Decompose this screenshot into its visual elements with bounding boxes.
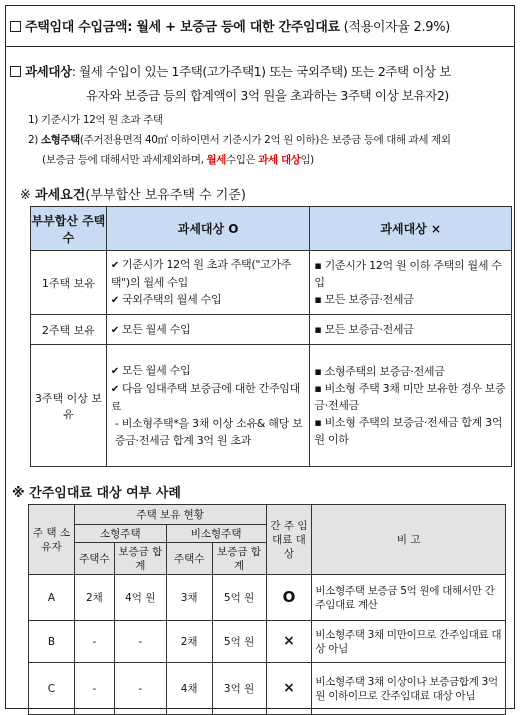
- not-taxed-item: ▪ 비소형 주택의 보증금·전세금 합계 3억 원 이하: [314, 414, 507, 448]
- examples-title: ※ 간주임대료 대상 여부 사례: [12, 486, 181, 501]
- title-rate: (적용이자율 2.9%): [339, 20, 451, 35]
- checkbox-square-icon: [10, 66, 21, 77]
- requirements-title-rest: (부부합산 보유주택 수 기준): [85, 188, 246, 203]
- small-count-cell: 2채: [74, 575, 114, 621]
- nonsmall-deposit-cell: 5억 원: [212, 621, 266, 663]
- footnote-1: 1) 기준시가 12억 원 초과 주택: [28, 114, 163, 126]
- checkbox-square-icon: [10, 21, 21, 32]
- table-row: [29, 663, 506, 715]
- taxed-item: ✔ 기준시가 12억 원 초과 주택("고가주택")의 월세 수입: [111, 256, 306, 291]
- nonsmall-deposit-cell: 3억 원: [212, 663, 266, 715]
- footnote-note-prefix: (보증금 등에 대해서만 과세제외하며,: [42, 154, 207, 166]
- table-row: [31, 251, 512, 315]
- table-row: [29, 575, 506, 621]
- nonsmall-count-cell: 3채: [166, 575, 212, 621]
- row-label: 2주택 보유: [31, 315, 107, 345]
- header-small-house: 소형주택: [74, 525, 166, 543]
- target-mark: ×: [283, 680, 295, 696]
- nonsmall-count-cell: 2채: [166, 621, 212, 663]
- requirements-table: [30, 206, 512, 467]
- header-status: 주택 보유 현황: [74, 505, 266, 525]
- examples-table: [28, 504, 506, 715]
- footnote-2-rest: (주거전용면적 40㎡ 이하이면서 기준시가 2억 원 이하)은 보증금 등에 대해 과세 제외: [79, 134, 451, 146]
- header-nonsmall-house: 비소형주택: [166, 525, 266, 543]
- requirements-title-bold: 과세요건: [35, 188, 86, 203]
- small-count-cell: -: [74, 663, 114, 715]
- taxed-item: ✔ 모든 월세 수입: [111, 321, 306, 339]
- footnotes: [28, 110, 451, 170]
- footnote-note-mid: 수입은: [226, 154, 259, 166]
- note-cell: 비소형주택 3채 미만이므로 간주임대료 대상 아님: [312, 621, 506, 663]
- section-divider: [5, 46, 515, 47]
- header-deposit: 보증금 합계: [114, 543, 166, 575]
- taxed-item: ✔ 국외주택의 월세 수입: [111, 291, 306, 309]
- footnote-red-monthly: 월세: [206, 154, 227, 166]
- header-target: 간 주 임대료 대 상: [266, 505, 312, 575]
- header-taxed: 과세대상 O: [106, 207, 310, 251]
- taxed-item: ✔ 모든 월세 수입: [111, 362, 306, 380]
- not-taxed-item: ▪ 비소형 주택 3채 미만 보유한 경우 보증금·전세금: [314, 380, 507, 414]
- taxable-label: 과세대상: [25, 64, 72, 79]
- target-mark: O: [282, 587, 296, 606]
- small-deposit-cell: -: [114, 621, 166, 663]
- footnote-2-note: [28, 150, 451, 170]
- row-label: 1주택 보유: [31, 251, 107, 315]
- nonsmall-count-cell: 4채: [166, 663, 212, 715]
- header-not-taxed: 과세대상 ×: [310, 207, 512, 251]
- taxable-line2: 유자와 보증금 등의 합계액이 3억 원을 초과하는 3주택 이상 보유자2): [86, 88, 449, 103]
- taxable-line1: : 월세 수입이 있는 1주택(고가주택1) 또는 국외주택) 또는 2주택 이상 보: [71, 64, 451, 79]
- not-taxed-item: ▪ 모든 보증금·전세금: [314, 291, 507, 308]
- header-count: 주택수: [74, 543, 114, 575]
- header-note: 비 고: [312, 505, 506, 575]
- owner-cell: B: [29, 621, 75, 663]
- row-label: 3주택 이상 보유: [31, 345, 107, 467]
- footnote-2-prefix: 2): [28, 134, 41, 146]
- table-row: [29, 621, 506, 663]
- note-cell: 비소형주택 보증금 5억 원에 대해서만 간주임대료 계산: [312, 575, 506, 621]
- note-cell: 비소형주택 3채 이상이나 보증금합계 3억 원 이하이므로 간주임대료 대상 아님: [312, 663, 506, 715]
- title-bold: 주택임대 수입금액: 월세 + 보증금 등에 대한 간주임대료: [25, 20, 340, 35]
- table-row: [31, 345, 512, 467]
- not-taxed-item: ▪ 모든 보증금·전세금: [314, 321, 507, 338]
- not-taxed-item: ▪ 소형주택의 보증금·전세금: [314, 363, 507, 380]
- footnote-2-bold: 소형주택: [40, 134, 80, 146]
- header-owner: 주 택 소유자: [29, 505, 75, 575]
- header-house-count: 부부합산 주택 수: [31, 207, 107, 251]
- header-count: 주택수: [166, 543, 212, 575]
- taxable-paragraph: [10, 60, 510, 108]
- target-mark: ×: [283, 633, 295, 649]
- taxed-subitem: - 비소형주택*을 3채 이상 소유& 해당 보증금·전세금 합계 3억 원 초과: [114, 417, 303, 447]
- requirements-title: [20, 184, 246, 203]
- not-taxed-item: ▪ 기준시가 12억 원 이하 주택의 월세 수입: [314, 257, 507, 291]
- taxed-item: ✔ 다음 임대주택 보증금에 대한 간주임대료: [111, 380, 306, 415]
- rental-income-title: [10, 16, 450, 35]
- table-row: [31, 315, 512, 345]
- note-mark: ※: [20, 188, 36, 203]
- owner-cell: C: [29, 663, 75, 715]
- footnote-red-taxed: 과세 대상: [258, 154, 301, 166]
- small-deposit-cell: 4억 원: [114, 575, 166, 621]
- header-deposit: 보증금 합계: [212, 543, 266, 575]
- owner-cell: A: [29, 575, 75, 621]
- footnote-note-suffix: 임): [300, 154, 314, 166]
- nonsmall-deposit-cell: 5억 원: [212, 575, 266, 621]
- footnote-2: [28, 130, 451, 150]
- small-deposit-cell: -: [114, 663, 166, 715]
- small-count-cell: -: [74, 621, 114, 663]
